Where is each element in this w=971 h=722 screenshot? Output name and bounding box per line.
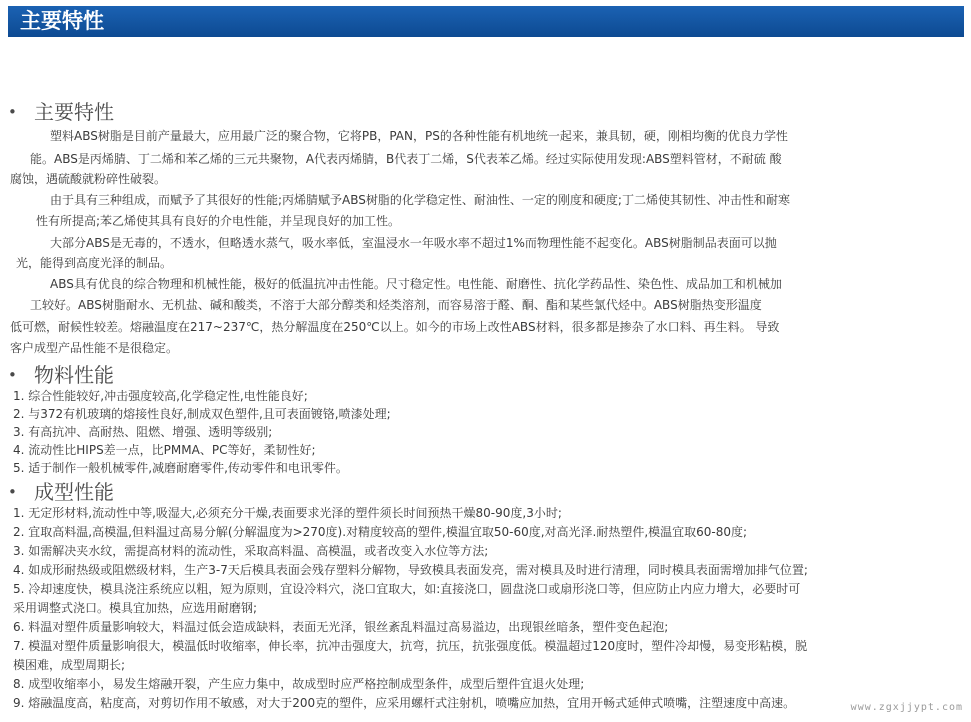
list-item: 5. 冷却速度快，模具浇注系统应以粗，短为原则，宜设冷料穴，浇口宜取大，如:直接浇口，圆盘浇口或扇形浇口等，但应防止内应力增大，必要时可	[13, 582, 801, 596]
paragraph-line: 低可燃，耐候性较差。熔融温度在217~237℃，热分解温度在250℃以上。如今的市场上改性ABS材料，很多都是掺杂了水口料、再生料。 导致	[10, 320, 780, 334]
header-banner	[8, 6, 964, 37]
section-title: 主要特性	[34, 100, 114, 124]
list-item: 5. 适于制作一般机械零件,减磨耐磨零件,传动零件和电讯零件。	[13, 461, 348, 475]
paragraph-line: ABS具有优良的综合物理和机械性能，极好的低温抗冲击性能。尺寸稳定性。电性能、耐磨性、抗化学药品性、染色性、成品加工和机械加	[50, 277, 782, 291]
section-title: 成型性能	[34, 480, 114, 504]
paragraph-line: 工较好。ABS树脂耐水、无机盐、碱和酸类，不溶于大部分醇类和烃类溶剂，而容易溶于醛、酮、酯和某些氯代烃中。ABS树脂热变形温度	[30, 298, 762, 312]
paragraph-line: 大部分ABS是无毒的，不透水，但略透水蒸气，吸水率低，室温浸水一年吸水率不超过1%而物理性能不起变化。ABS树脂制品表面可以抛	[50, 236, 777, 250]
paragraph-line: 光，能得到高度光泽的制品。	[16, 256, 173, 270]
section-heading-molding	[8, 479, 114, 505]
list-item: 7. 模温对塑件质量影响很大，模温低时收缩率，伸长率，抗冲击强度大，抗弯，抗压，抗张强度低。模温超过120度时，塑件冷却慢，易变形粘模，脱	[13, 639, 808, 653]
list-item: 2. 与372有机玻璃的熔接性良好,制成双色塑件,且可表面镀铬,喷漆处理;	[13, 407, 391, 421]
list-item: 3. 如需解决夹水纹，需提高材料的流动性，采取高料温、高模温，或者改变入水位等方法;	[13, 544, 489, 558]
paragraph-line: 由于具有三种组成，而赋予了其很好的性能;丙烯腈赋予ABS树脂的化学稳定性、耐油性、一定的刚度和硬度;丁二烯使其韧性、冲击性和耐寒	[50, 193, 790, 207]
bullet-icon: •	[8, 103, 17, 121]
list-item: 采用调整式浇口。模具宜加热，应选用耐磨钢;	[13, 601, 258, 615]
list-item: 4. 流动性比HIPS差一点，比PMMA、PC等好，柔韧性好;	[13, 443, 316, 457]
list-item: 4. 如成形耐热级或阻燃级材料，生产3-7天后模具表面会残存塑料分解物，导致模具表面发亮，需对模具及时进行清理，同时模具表面需增加排气位置;	[13, 563, 808, 577]
paragraph-line: 性有所提高;苯乙烯使其具有良好的介电性能，并呈现良好的加工性。	[36, 214, 401, 228]
section-title: 物料性能	[34, 363, 114, 387]
paragraph-line: 塑料ABS树脂是目前产量最大，应用最广泛的聚合物，它将PB，PAN，PS的各种性能有机地统一起来，兼具韧，硬，刚相均衡的优良力学性	[50, 129, 788, 143]
section-heading-material	[8, 362, 114, 388]
list-item: 6. 料温对塑件质量影响较大，料温过低会造成缺料，表面无光泽，银丝紊乱料温过高易溢边，出现银丝暗条，塑件变色起泡;	[13, 620, 669, 634]
list-item: 1. 无定形材料,流动性中等,吸湿大,必须充分干燥,表面要求光泽的塑件须长时间预热干燥80-90度,3小时;	[13, 506, 562, 520]
list-item: 8. 成型收缩率小，易发生熔融开裂，产生应力集中，故成型时应严格控制成型条件，成型后塑件宜退火处理;	[13, 677, 585, 691]
banner-title: 主要特性	[20, 9, 104, 33]
section-heading-main	[8, 99, 114, 125]
list-item: 1. 综合性能较好,冲击强度较高,化学稳定性,电性能良好;	[13, 389, 308, 403]
list-item: 9. 熔融温度高，粘度高，对剪切作用不敏感，对大于200克的塑件，应采用螺杆式注射机，喷嘴应加热，宜用开畅式延伸式喷嘴，注塑速度中高速。	[13, 696, 796, 710]
list-item: 2. 宜取高料温,高模温,但料温过高易分解(分解温度为>270度).对精度较高的塑件,模温宜取50-60度,对高光泽.耐热塑件,模温宜取60-80度;	[13, 525, 748, 539]
bullet-icon: •	[8, 366, 17, 384]
paragraph-line: 腐蚀，遇硫酸就粉碎性破裂。	[10, 172, 167, 186]
list-item: 3. 有高抗冲、高耐热、阻燃、增强、透明等级别;	[13, 425, 273, 439]
list-item: 模困难，成型周期长;	[13, 658, 126, 672]
watermark: www.zgxjjypt.com	[850, 702, 963, 713]
bullet-icon: •	[8, 483, 17, 501]
paragraph-line: 客户成型产品性能不是很稳定。	[10, 341, 179, 355]
paragraph-line: 能。ABS是丙烯腈、丁二烯和苯乙烯的三元共聚物，A代表丙烯腈，B代表丁二烯，S代表苯乙烯。经过实际使用发现:ABS塑料管材，不耐硫 酸	[30, 152, 782, 166]
